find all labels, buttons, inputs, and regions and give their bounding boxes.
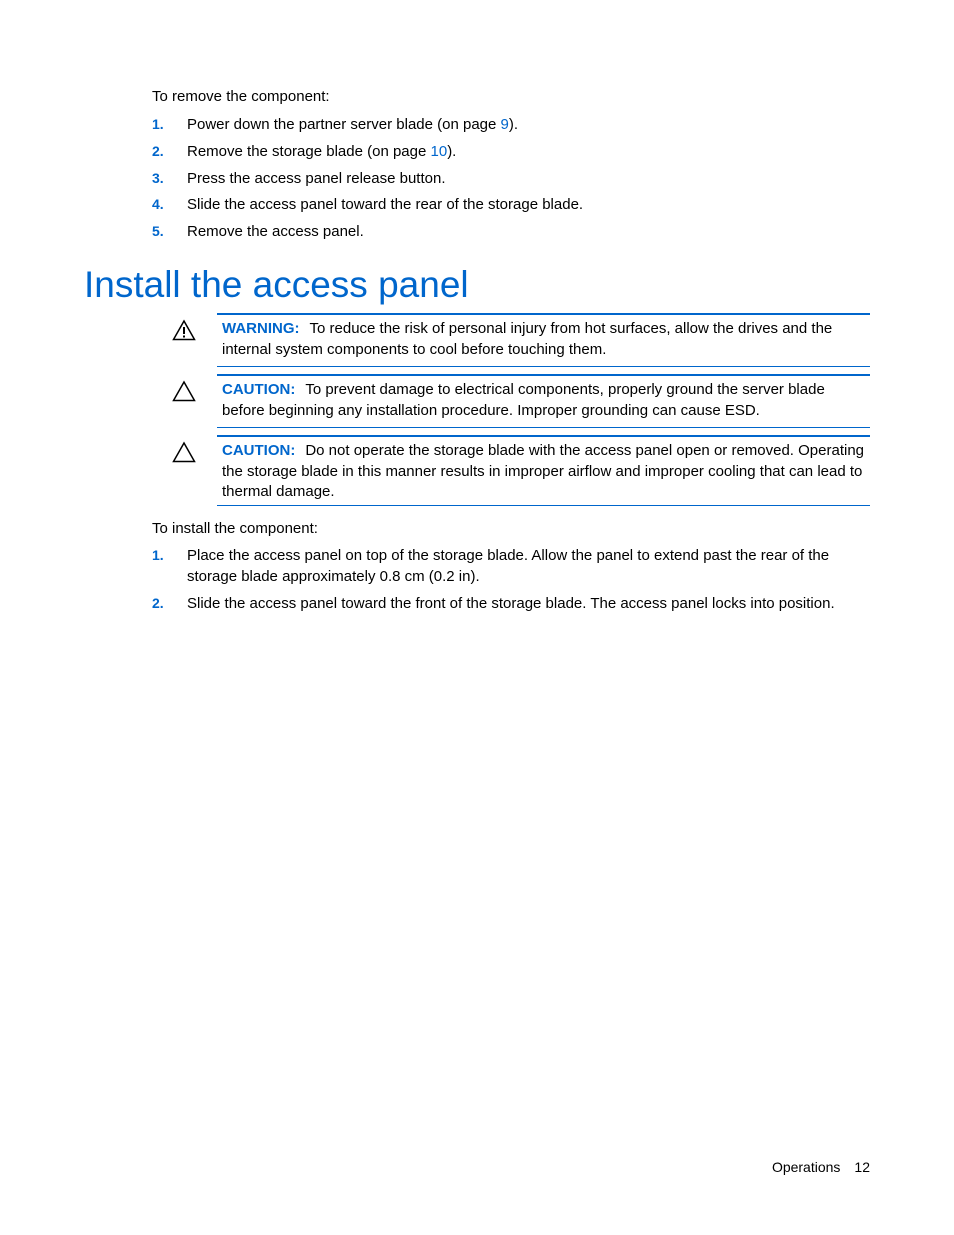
page-number: 12 [854, 1159, 870, 1175]
step-number: 5. [152, 223, 164, 239]
remove-intro: To remove the component: [152, 88, 330, 105]
install-intro: To install the component: [152, 520, 318, 537]
caution-note [217, 435, 870, 506]
step-text: Power down the partner server blade (on page [187, 116, 501, 133]
step-number: 2. [152, 143, 164, 159]
step-text: Remove the access panel. [187, 223, 364, 240]
note-text: To reduce the risk of personal injury from hot surfaces, allow the drives and the internal system components to cool before touching them. [222, 320, 833, 358]
caution-triangle-icon [172, 380, 196, 402]
caution-note [217, 374, 870, 428]
caution-triangle-icon [172, 441, 196, 463]
page-link[interactable]: 9 [500, 116, 509, 133]
note-label: CAUTION: [222, 442, 296, 459]
step-text: Slide the access panel toward the front of the storage blade. The access panel locks into position. [187, 595, 835, 612]
note-label: WARNING: [222, 320, 300, 337]
footer-section: Operations [771, 1159, 841, 1175]
step-text-end: ). [447, 143, 457, 160]
step-text: Press the access panel release button. [187, 170, 446, 187]
step-number: 1. [152, 116, 164, 132]
note-text: Do not operate the storage blade with the access panel open or removed. Operating the storage blade in this manner results in improper airflow and improper cooling that can lead to thermal damage. [222, 442, 865, 500]
step-text: Place the access panel on top of the storage blade. Allow the panel to extend past the rear of the storage blade approximately 0.8 cm (0.2 in). [187, 547, 830, 585]
warning-note [217, 313, 870, 367]
step-number: 3. [152, 170, 164, 186]
section-title: Install the access panel [84, 264, 469, 305]
page-link[interactable]: 10 [430, 143, 448, 160]
step-number: 4. [152, 196, 164, 212]
step-text-end: ). [508, 116, 519, 133]
note-text: To prevent damage to electrical components, properly ground the server blade before beginning any installation procedure. Improper grounding can cause ESD. [222, 381, 825, 419]
note-label: CAUTION: [222, 381, 296, 398]
step-text: Remove the storage blade (on page [187, 143, 431, 160]
warning-triangle-icon [172, 319, 196, 341]
page-footer [772, 1157, 870, 1177]
step-number: 2. [152, 595, 164, 611]
step-number: 1. [152, 547, 164, 563]
step-text: Slide the access panel toward the rear of the storage blade. [187, 196, 584, 213]
